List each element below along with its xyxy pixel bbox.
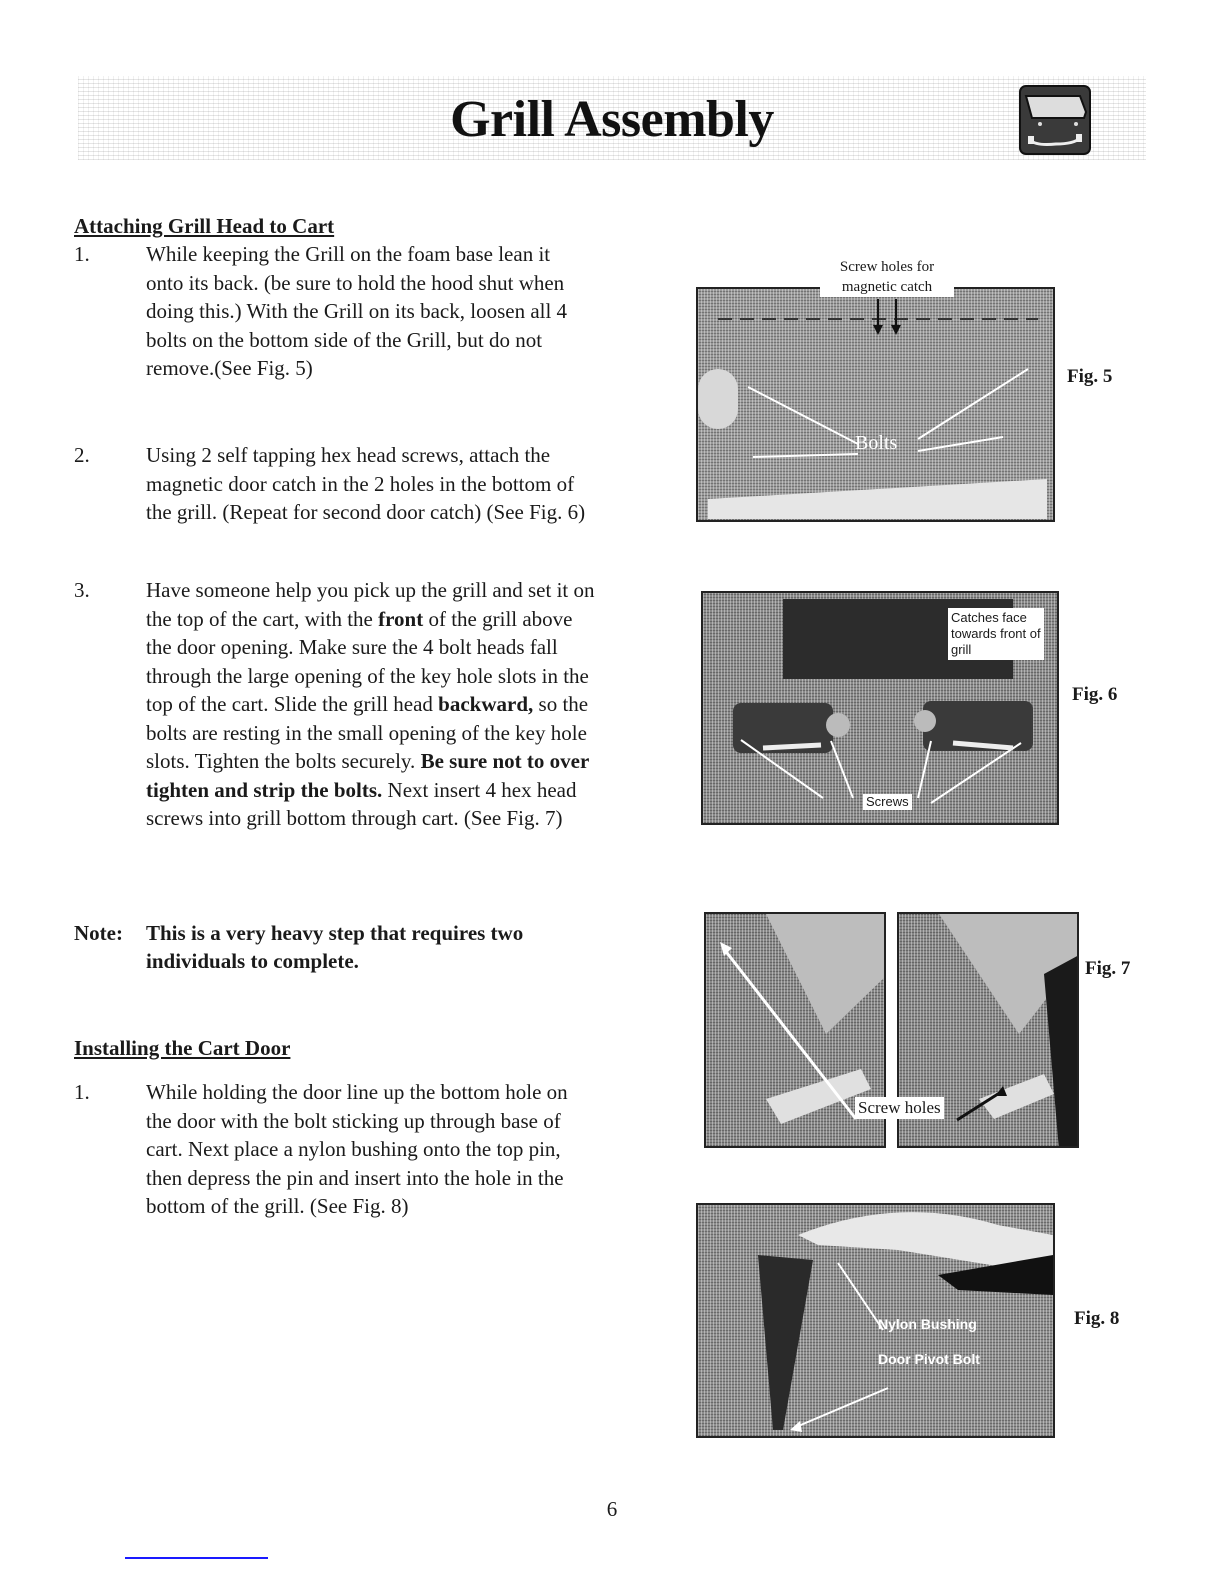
step-number: 2. — [74, 443, 90, 467]
emphasis-backward: backward, — [438, 692, 534, 716]
step-text — [146, 576, 601, 833]
page-number: 6 — [606, 1497, 618, 1521]
step-text-part: Next insert 4 hex head screws into grill bottom through cart. (See Fig. 7) — [146, 777, 577, 830]
figure-6-image — [701, 591, 1059, 825]
callout-bolts: Bolts — [855, 432, 898, 454]
note-text: This is a very heavy step that requires two individuals to complete. — [146, 921, 524, 973]
step-text-part: Have someone help you pick up the grill and set it on the top of the cart, with the — [146, 578, 595, 631]
figure-8-label: Fig. 8 — [1074, 1308, 1120, 1329]
note — [74, 919, 546, 975]
callout-screws: Screws — [863, 794, 912, 810]
grill-icon — [1018, 84, 1092, 156]
step-1-cart-door — [74, 1078, 596, 1221]
section-heading-attaching-grill-head: Attaching Grill Head to Cart — [74, 214, 335, 238]
page-title: Grill Assembly — [450, 91, 774, 148]
callout-screw-holes-magnetic-catch: Screw holes for magnetic catch — [820, 257, 954, 297]
step-number: 1. — [74, 242, 90, 266]
callout-screw-holes: Screw holes — [855, 1097, 944, 1119]
step-2-attach — [74, 441, 586, 527]
figure-5-label: Fig. 5 — [1067, 366, 1113, 387]
callout-nylon-bushing: Nylon Bushing — [878, 1316, 977, 1332]
figure-7-label: Fig. 7 — [1085, 958, 1131, 979]
step-text-part: so the bolts are resting in the small opening of the key hole slots. Tighten the bolts securely. — [146, 692, 589, 773]
step-text: While keeping the Grill on the foam base lean it onto its back. (be sure to hold the hood shut when doing this.) With the Grill on its back, loosen all 4 bolts on the bottom side of the Grill, but do not remove.(See Fig. 5) — [146, 242, 568, 380]
step-text: Using 2 self tapping hex head screws, attach the magnetic door catch in the 2 holes in the bottom of the grill. (Repeat for second door catch) (See Fig. 6) — [146, 443, 586, 524]
callout-door-pivot-bolt: Door Pivot Bolt — [878, 1351, 980, 1367]
step-1-attach — [74, 240, 576, 383]
step-text-part: of the grill above the door opening. Make sure the 4 bolt heads fall through the large opening of the key hole slots in the top of the cart. Slide the grill head — [146, 606, 589, 716]
footer-rule — [125, 1557, 268, 1559]
warning-over-tighten: Be sure not to over tighten and strip the bolts. — [146, 749, 589, 802]
figure-8-arrows — [698, 1205, 1055, 1438]
step-text: While holding the door line up the bottom hole on the door with the bolt sticking up through base of cart. Next place a nylon bushing onto the top pin, then depress the pin and insert into the hole in the bottom of the grill. (See Fig. 8) — [146, 1080, 568, 1218]
emphasis-front: front — [378, 606, 424, 631]
figure-8-image — [696, 1203, 1055, 1438]
figure-5-arrows — [698, 289, 1055, 522]
step-number: 1. — [74, 1080, 90, 1104]
header-banner — [78, 76, 1146, 160]
section-heading-installing-cart-door: Installing the Cart Door — [74, 1036, 291, 1060]
step-number: 3. — [74, 578, 90, 602]
figure-5-image — [696, 287, 1055, 522]
step-3-attach — [74, 576, 601, 833]
callout-catches-face-front: Catches face towards front of grill — [948, 608, 1044, 660]
figure-6-label: Fig. 6 — [1072, 684, 1118, 705]
note-label: Note: — [74, 921, 123, 945]
